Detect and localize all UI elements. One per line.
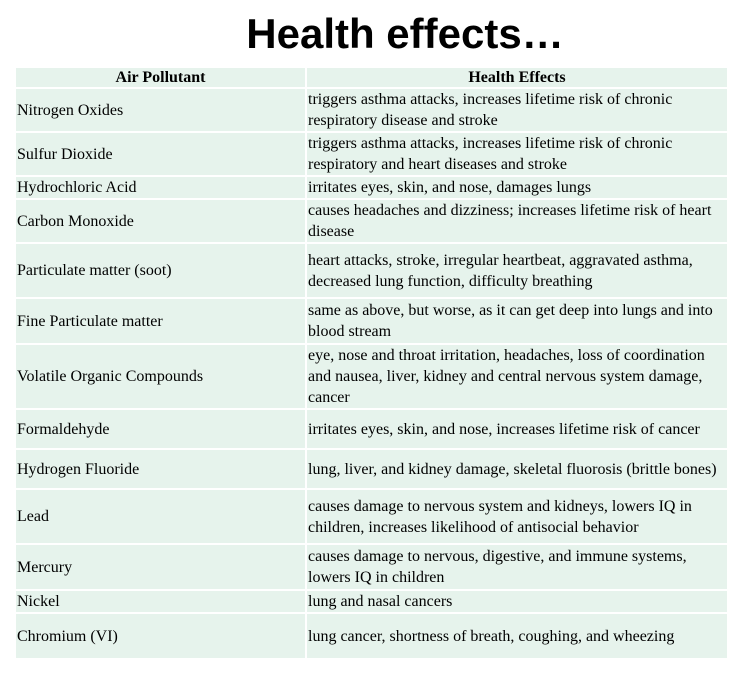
table-row: [15, 613, 728, 659]
effects-cell: triggers asthma attacks, increases lifetime risk of chronic respiratory and heart diseases and stroke: [306, 132, 728, 176]
pollutant-cell: Lead: [15, 489, 306, 544]
pollutant-cell: Hydrochloric Acid: [15, 176, 306, 199]
pollutant-cell: Particulate matter (soot): [15, 243, 306, 298]
pollutant-cell: Nickel: [15, 590, 306, 613]
pollutant-cell: Chromium (VI): [15, 613, 306, 659]
table-row: [15, 344, 728, 409]
pollutant-cell: Fine Particulate matter: [15, 298, 306, 344]
table-row: [15, 590, 728, 613]
effects-cell: irritates eyes, skin, and nose, increases lifetime risk of cancer: [306, 409, 728, 449]
table-row: [15, 132, 728, 176]
effects-cell: heart attacks, stroke, irregular heartbeat, aggravated asthma, decreased lung function, difficulty breathing: [306, 243, 728, 298]
effects-cell: triggers asthma attacks, increases lifetime risk of chronic respiratory disease and stroke: [306, 88, 728, 132]
health-effects-table-container: [14, 66, 727, 660]
pollutant-cell: Hydrogen Fluoride: [15, 449, 306, 489]
table-header-row: [15, 67, 728, 88]
table-row: [15, 544, 728, 590]
table-row: [15, 409, 728, 449]
effects-cell: causes damage to nervous, digestive, and immune systems, lowers IQ in children: [306, 544, 728, 590]
effects-cell: irritates eyes, skin, and nose, damages lungs: [306, 176, 728, 199]
pollutant-cell: Sulfur Dioxide: [15, 132, 306, 176]
table-row: [15, 176, 728, 199]
table-row: [15, 298, 728, 344]
effects-cell: same as above, but worse, as it can get deep into lungs and into blood stream: [306, 298, 728, 344]
column-header-air-pollutant: Air Pollutant: [15, 67, 306, 88]
table-row: [15, 449, 728, 489]
effects-cell: causes damage to nervous system and kidneys, lowers IQ in children, increases likelihood of antisocial behavior: [306, 489, 728, 544]
effects-cell: lung cancer, shortness of breath, coughing, and wheezing: [306, 613, 728, 659]
health-effects-table: [14, 66, 729, 660]
effects-cell: lung, liver, and kidney damage, skeletal fluorosis (brittle bones): [306, 449, 728, 489]
table-row: [15, 88, 728, 132]
slide-title: Health effects…: [246, 10, 564, 57]
effects-cell: eye, nose and throat irritation, headaches, loss of coordination and nausea, liver, kidney and central nervous system damage, cancer: [306, 344, 728, 409]
pollutant-cell: Mercury: [15, 544, 306, 590]
table-row: [15, 199, 728, 243]
pollutant-cell: Volatile Organic Compounds: [15, 344, 306, 409]
column-header-health-effects: Health Effects: [306, 67, 728, 88]
pollutant-cell: Nitrogen Oxides: [15, 88, 306, 132]
table-row: [15, 489, 728, 544]
effects-cell: causes headaches and dizziness; increases lifetime risk of heart disease: [306, 199, 728, 243]
table-row: [15, 243, 728, 298]
pollutant-cell: Formaldehyde: [15, 409, 306, 449]
effects-cell: lung and nasal cancers: [306, 590, 728, 613]
pollutant-cell: Carbon Monoxide: [15, 199, 306, 243]
